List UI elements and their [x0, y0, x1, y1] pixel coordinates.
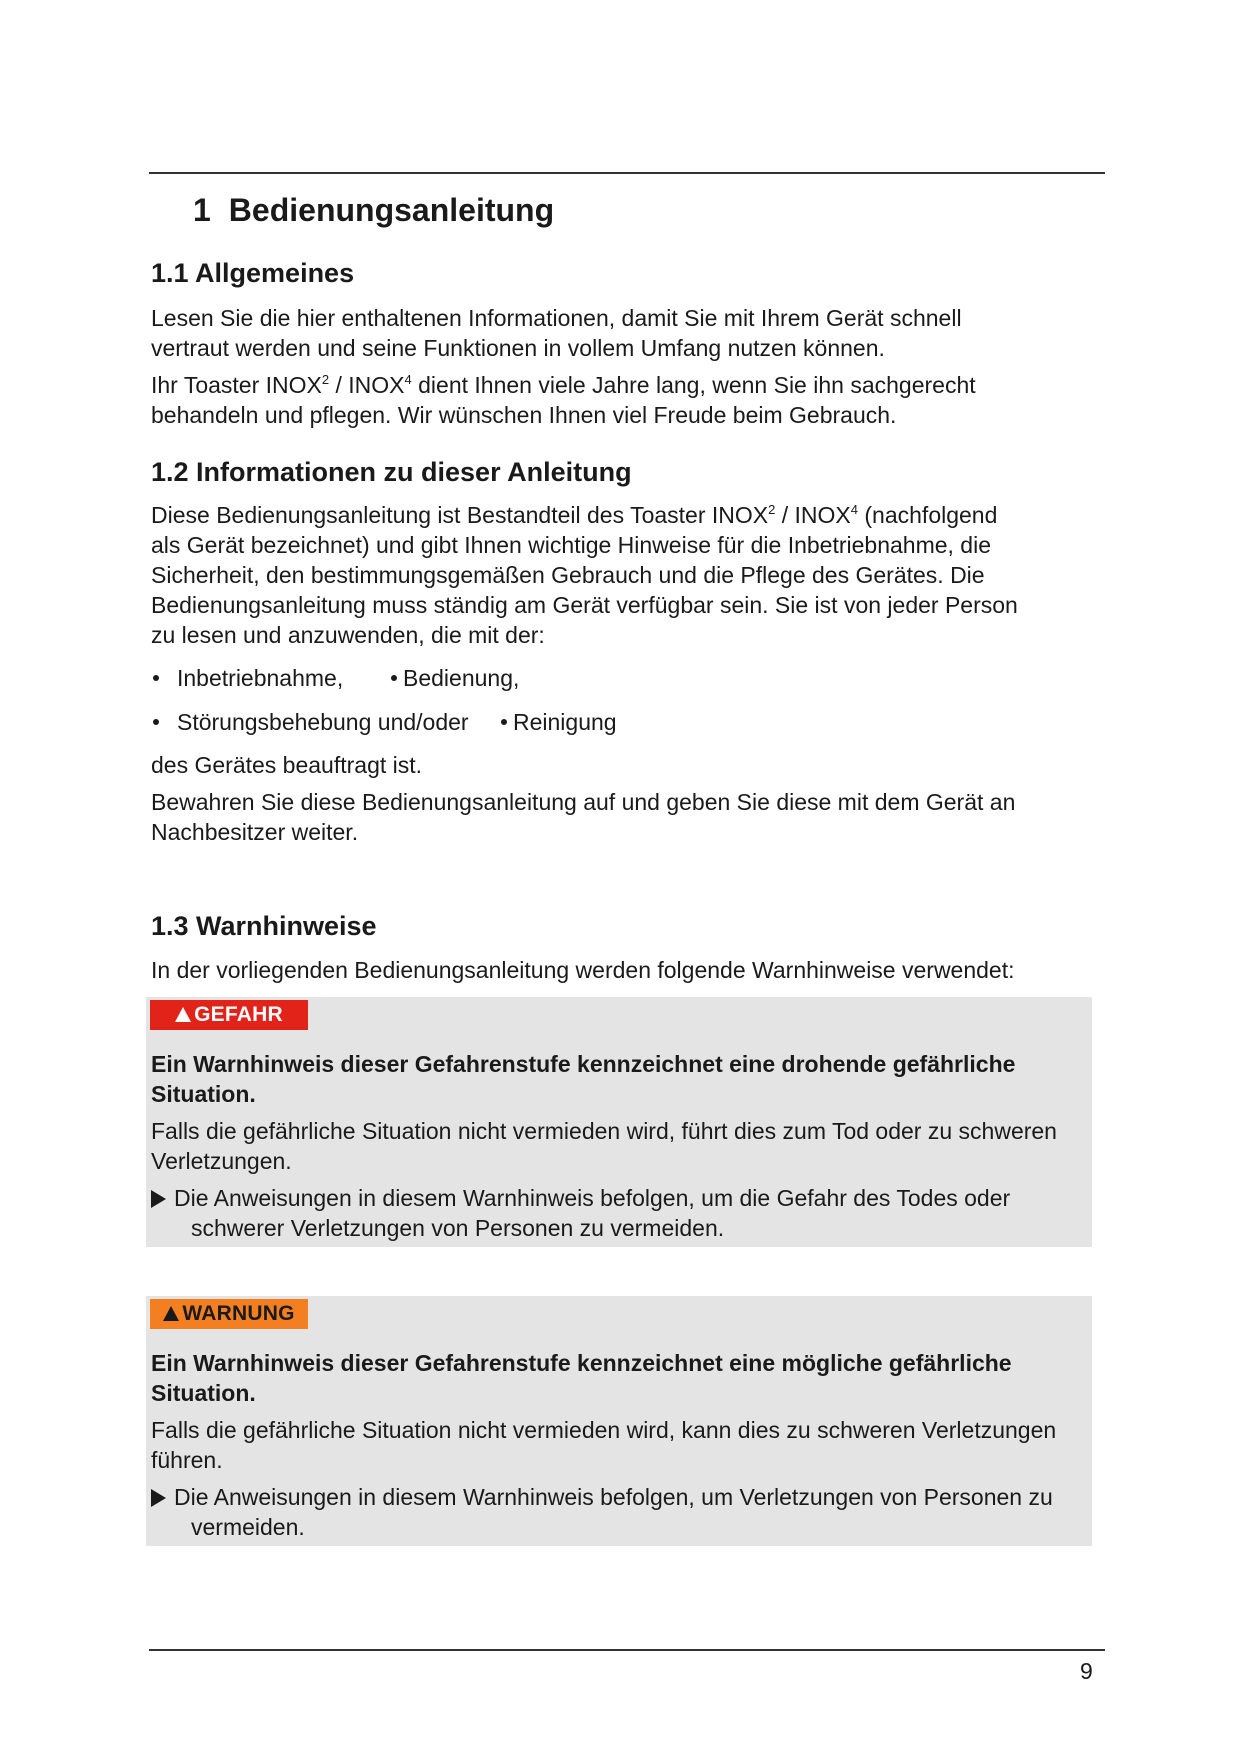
paragraph-beauftragt: des Gerätes beauftragt ist.	[151, 752, 423, 778]
list-item: Bedienung,	[391, 656, 519, 700]
danger-heading: Ein Warnhinweis dieser Gefahrenstufe kennzeichnet eine drohende gefährliche Situation.	[151, 1051, 1016, 1107]
header-rule	[149, 172, 1105, 174]
arrow-right-icon	[151, 1190, 166, 1208]
paragraph-warn-intro: In der vorliegenden Bedienungsanleitung werden folgende Warnhinweise verwendet:	[151, 957, 1015, 983]
paragraph-anleitung: Diese Bedienungsanleitung ist Bestandteil des Toaster INOX$^2$ / INOX$^4$ (nachfolgend als Gerät bezeichnet) und gibt Ihnen wichtige Hinweise für die Inbetriebnahme, die Sicherheit, den bestimmungsgemäßen Gebrauch und die Pflege des Gerätes. Die Bedienungsanleitung muss ständig am Gerät verfügbar sein. Sie ist von jeder Person zu lesen und anzuwenden, die mit der:	[151, 502, 1018, 648]
warning-heading: Ein Warnhinweis dieser Gefahrenstufe kennzeichnet eine mögliche gefährliche Situation.	[151, 1350, 1012, 1406]
danger-instruction: Die Anweisungen in diesem Warnhinweis befolgen, um die Gefahr des Todes oder schwerer Verletzungen von Personen zu vermeiden.	[151, 1183, 1010, 1243]
list-item: Inbetriebnahme,	[153, 656, 343, 700]
page-number: 9	[1080, 1658, 1093, 1684]
section-heading-allgemeines: 1.1 Allgemeines	[151, 258, 355, 288]
section-heading-warnhinweise: 1.3 Warnhinweise	[151, 911, 377, 941]
arrow-right-icon	[151, 1489, 166, 1507]
footer-rule	[149, 1649, 1105, 1651]
danger-description: Falls die gefährliche Situation nicht vermieden wird, führt dies zum Tod oder zu schweren Verletzungen.	[151, 1118, 1057, 1174]
warning-triangle-icon	[163, 1306, 179, 1321]
danger-notice	[146, 997, 1092, 1247]
paragraph-toaster: Ihr Toaster INOX$^2$ / INOX$^4$ dient Ihnen viele Jahre lang, wenn Sie ihn sachgerecht behandeln und pflegen. Wir wünschen Ihnen viel Freude beim Gebrauch.	[151, 372, 976, 428]
warning-instruction: Die Anweisungen in diesem Warnhinweis befolgen, um Verletzungen von Personen zu vermeiden.	[151, 1482, 1053, 1542]
paragraph-aufbewahren: Bewahren Sie diese Bedienungsanleitung auf und geben Sie diese mit dem Gerät an Nachbesitzer weiter.	[151, 789, 1016, 845]
warning-triangle-icon	[175, 1007, 191, 1022]
warning-label: WARNUNG	[150, 1299, 308, 1329]
list-item: Störungsbehebung und/oder	[153, 700, 469, 744]
warning-description: Falls die gefährliche Situation nicht vermieden wird, kann dies zu schweren Verletzungen führen.	[151, 1417, 1057, 1473]
section-heading-informationen: 1.2 Informationen zu dieser Anleitung	[151, 457, 632, 487]
paragraph-intro: Lesen Sie die hier enthaltenen Informationen, damit Sie mit Ihrem Gerät schnell vertraut werden und seine Funktionen in vollem Umfang nutzen können.	[151, 305, 962, 361]
danger-label: GEFAHR	[150, 1000, 308, 1030]
chapter-title: 1 Bedienungsanleitung	[193, 192, 555, 228]
bullet-list	[151, 656, 851, 744]
list-item: Reinigung	[501, 700, 617, 744]
warning-notice	[146, 1296, 1092, 1546]
